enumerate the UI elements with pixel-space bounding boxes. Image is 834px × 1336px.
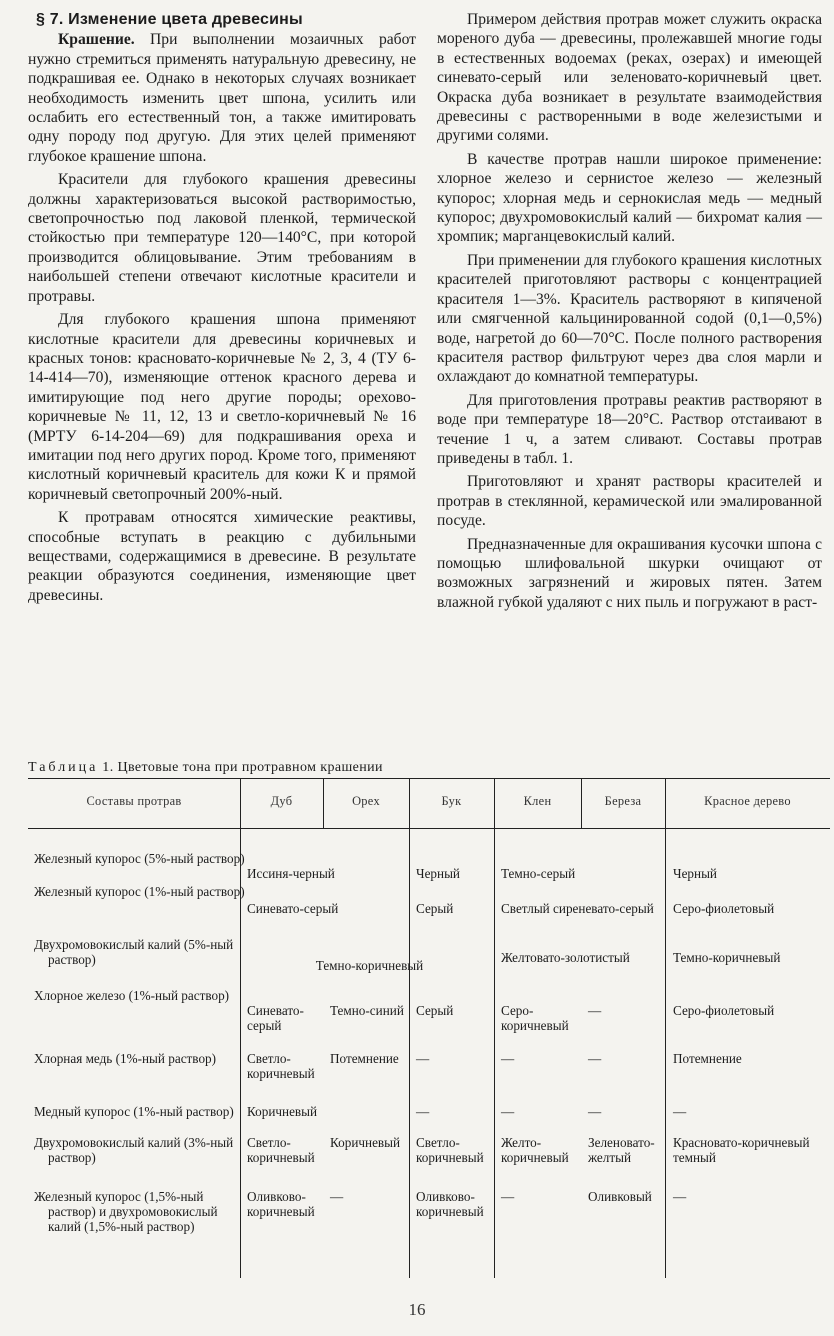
header-sostavy: Составы протрав (86, 794, 182, 808)
row-label: Двухромовокислый калий (3%-ный раствор) (34, 1135, 234, 1165)
paragraph-rastvory-krasitelei: При применении для глубокого крашения кислотных красителей приготовляют растворы с концентрацией красителя 1—3%. Краситель растворяют в кипяченой или смягченной кальцинированной содой (0,1—0,5%) воде, нагретой до 60—70°С. После полного растворения красителя раствор фильтруют через два слоя марли и охлаждают до комнатной температуры. (437, 251, 822, 386)
cell-bereza: Оливковый (588, 1189, 652, 1204)
cell-bereza: — (588, 1003, 602, 1018)
paragraph-hranenie: Приготовляют и хранят растворы красителей и протрав в стеклянной, керамической или эмалированной посуде. (437, 473, 822, 530)
column-divider (665, 778, 666, 1278)
cell-dub: Оливково-коричневый (247, 1189, 315, 1219)
paragraph-vidy-protrav: В качестве протрав нашли широкое применение: хлорное железо и сернистое железо — железный купорос; хлорная медь и сернокислая медь — медный купорос; двухромовокислый калий — бихромат калия — хромпик; марганцевокислый калий. (437, 150, 822, 246)
cell-krasnoe-derevo: — (673, 1104, 687, 1119)
column-divider (409, 778, 410, 1278)
cell-dub-buk: Темно-коричневый (315, 958, 424, 973)
cell-klen: — (501, 1189, 515, 1204)
row-label: Железный купорос (1,5%-ный раствор) и двухромовокислый калий (1,5%-ный раствор) (34, 1189, 218, 1234)
cell-buk: — (416, 1051, 430, 1066)
cell-klen-bereza: Желтовато-золотистый (501, 950, 630, 965)
column-divider (494, 778, 495, 1278)
cell-dub-oreh: Коричневый (247, 1104, 318, 1119)
cell-oreh: Потемнение (330, 1051, 399, 1066)
cell-dub: Синевато-серый (247, 1003, 304, 1033)
header-krasnoe-derevo: Красное дерево (704, 794, 791, 808)
cell-krasnoe-derevo: Черный (673, 866, 717, 881)
cell-klen: — (501, 1051, 515, 1066)
paragraph-text: При выполнении мозаичных работ нужно стремиться применять натуральную древесину, не подкрашивая ее. Однако в некоторых случаях возникает необходимость изменить цвет шпона, усилить или ослабить его естественный тон, а также имитировать одну породу под другую. Для этих целей применяют глубокое крашение шпона. (28, 31, 416, 165)
header-buk: Бук (441, 794, 462, 808)
cell-oreh: Коричневый (330, 1135, 401, 1150)
cell-oreh: Темно-синий (330, 1003, 404, 1018)
cell-dub-oreh: Иссиня-черный (247, 866, 335, 881)
paragraph-krasiteli: Красители для глубокого крашения древесины должны характеризоваться высокой растворимостью, светопрочностью под лаковой пленкой, термической стойкостью при температуре 120—140°С, при которой производится облицовывание. Этим требованиям в наибольшей степени отвечают кислотные красители и протравы. (28, 171, 416, 305)
header-oreh: Орех (352, 794, 380, 808)
cell-bereza: — (588, 1051, 602, 1066)
cell-klen: Серо-коричневый (501, 1003, 569, 1033)
cell-buk: Черный (416, 866, 460, 881)
page-number: 16 (408, 1300, 426, 1319)
row-label: Двухромовокислый калий (5%-ный раствор) (34, 937, 234, 967)
header-klen: Клен (523, 794, 552, 808)
cell-oreh: — (330, 1189, 344, 1204)
cell-krasnoe-derevo: Красновато-коричневый темный (673, 1135, 810, 1165)
cell-buk: Оливково-коричневый (416, 1189, 484, 1219)
left-column (28, 10, 416, 609)
cell-dub: Светло-коричневый (247, 1051, 315, 1081)
cell-krasnoe-derevo: Потемнение (673, 1051, 742, 1066)
row-label: Хлорное железо (1%-ный раствор) (34, 988, 230, 1003)
cell-dub: Светло-коричневый (247, 1135, 315, 1165)
paragraph-morenyi-dub: Примером действия протрав может служить окраска мореного дуба — древесины, пролежавшей многие годы в естественных водоемах (реках, озерах) и имеющей синевато-серый или зеленовато-коричневый цвет. Окраска дуба возникает в результате взаимодействия древесины с растворенными в воде железистыми и другими солями. (437, 11, 822, 145)
right-column (437, 10, 822, 616)
table-caption (28, 760, 383, 776)
cell-dub-oreh: Синевато-серый (247, 901, 339, 916)
cell-krasnoe-derevo: — (673, 1189, 687, 1204)
paragraph-podgotovka-shpona: Предназначенные для окрашивания кусочки шпона с помощью шлифовальной шкурки очищают от возможных загрязнений и жировых пятен. Затем влажной губкой удаляют с них пыль и погружают в раст- (437, 535, 822, 611)
cell-bereza: — (588, 1104, 602, 1119)
row-label: Хлорная медь (1%-ный раствор) (34, 1051, 217, 1066)
paragraph-krashenie (28, 30, 416, 166)
cell-buk: Серый (416, 901, 454, 916)
cell-krasnoe-derevo: Темно-коричневый (673, 950, 781, 965)
cell-krasnoe-derevo: Серо-фиолетовый (673, 1003, 775, 1018)
paragraph-protravy: К протравам относятся химические реактивы, способные вступать в реакцию с дубильными веществами, содержащимися в древесине. В результате реакции образуются соединения, изменяющие цвет древесины. (28, 509, 416, 604)
table-header-rule (28, 828, 830, 829)
cell-buk: — (416, 1104, 430, 1119)
paragraph-glubokoe-krashenie: Для глубокого крашения шпона применяют кислотные красители для древесины коричневых и красных тонов: красновато-коричневые № 2, 3, 4 (ТУ 6-14-414—70), изменяющие оттенок красного дерева и имитирующие под него другие породы; орехово-коричневые № 11, 12, 13 и светло-коричневый № 16 (МРТУ 6-14-204—69) для подкрашивания ореха и имитации под него других пород. Кроме того, применяют кислотный коричневый краситель для кожи К и прямой коричневый светопрочный 200%-ный. (28, 311, 416, 503)
paragraph-lead: Крашение. (58, 31, 135, 49)
section-title: § 7. Изменение цвета древесины (36, 11, 303, 28)
cell-klen: — (501, 1104, 515, 1119)
row-label: Медный купорос (1%-ный раствор) (34, 1104, 234, 1119)
paragraph-prigotovlenie-protravy: Для приготовления протравы реактив растворяют в воде при температуре 18—20°С. Раствор отстаивают в течение 1 ч, а затем сливают. Составы протрав приведены в табл. 1. (437, 391, 822, 467)
protrav-table (28, 778, 830, 1278)
table-caption-word: Таблица (28, 760, 99, 775)
cell-krasnoe-derevo: Серо-фиолетовый (673, 901, 775, 916)
table-top-rule (28, 778, 830, 779)
cell-buk: Серый (416, 1003, 454, 1018)
row-label: Железный купорос (5%-ный раствор) (34, 851, 245, 866)
cell-klen-bereza: Светлый сиреневато-серый (501, 901, 654, 916)
cell-bereza: Зеленовато-желтый (588, 1135, 655, 1165)
cell-klen-bereza: Темно-серый (501, 866, 576, 881)
header-bereza: Береза (604, 794, 642, 808)
row-label: Железный купорос (1%-ный раствор) (34, 884, 245, 899)
cell-buk: Светло-коричневый (416, 1135, 484, 1165)
cell-klen: Желто-коричневый (501, 1135, 569, 1165)
header-dub: Дуб (270, 794, 293, 808)
table-caption-text: 1. Цветовые тона при протравном крашении (98, 760, 383, 775)
